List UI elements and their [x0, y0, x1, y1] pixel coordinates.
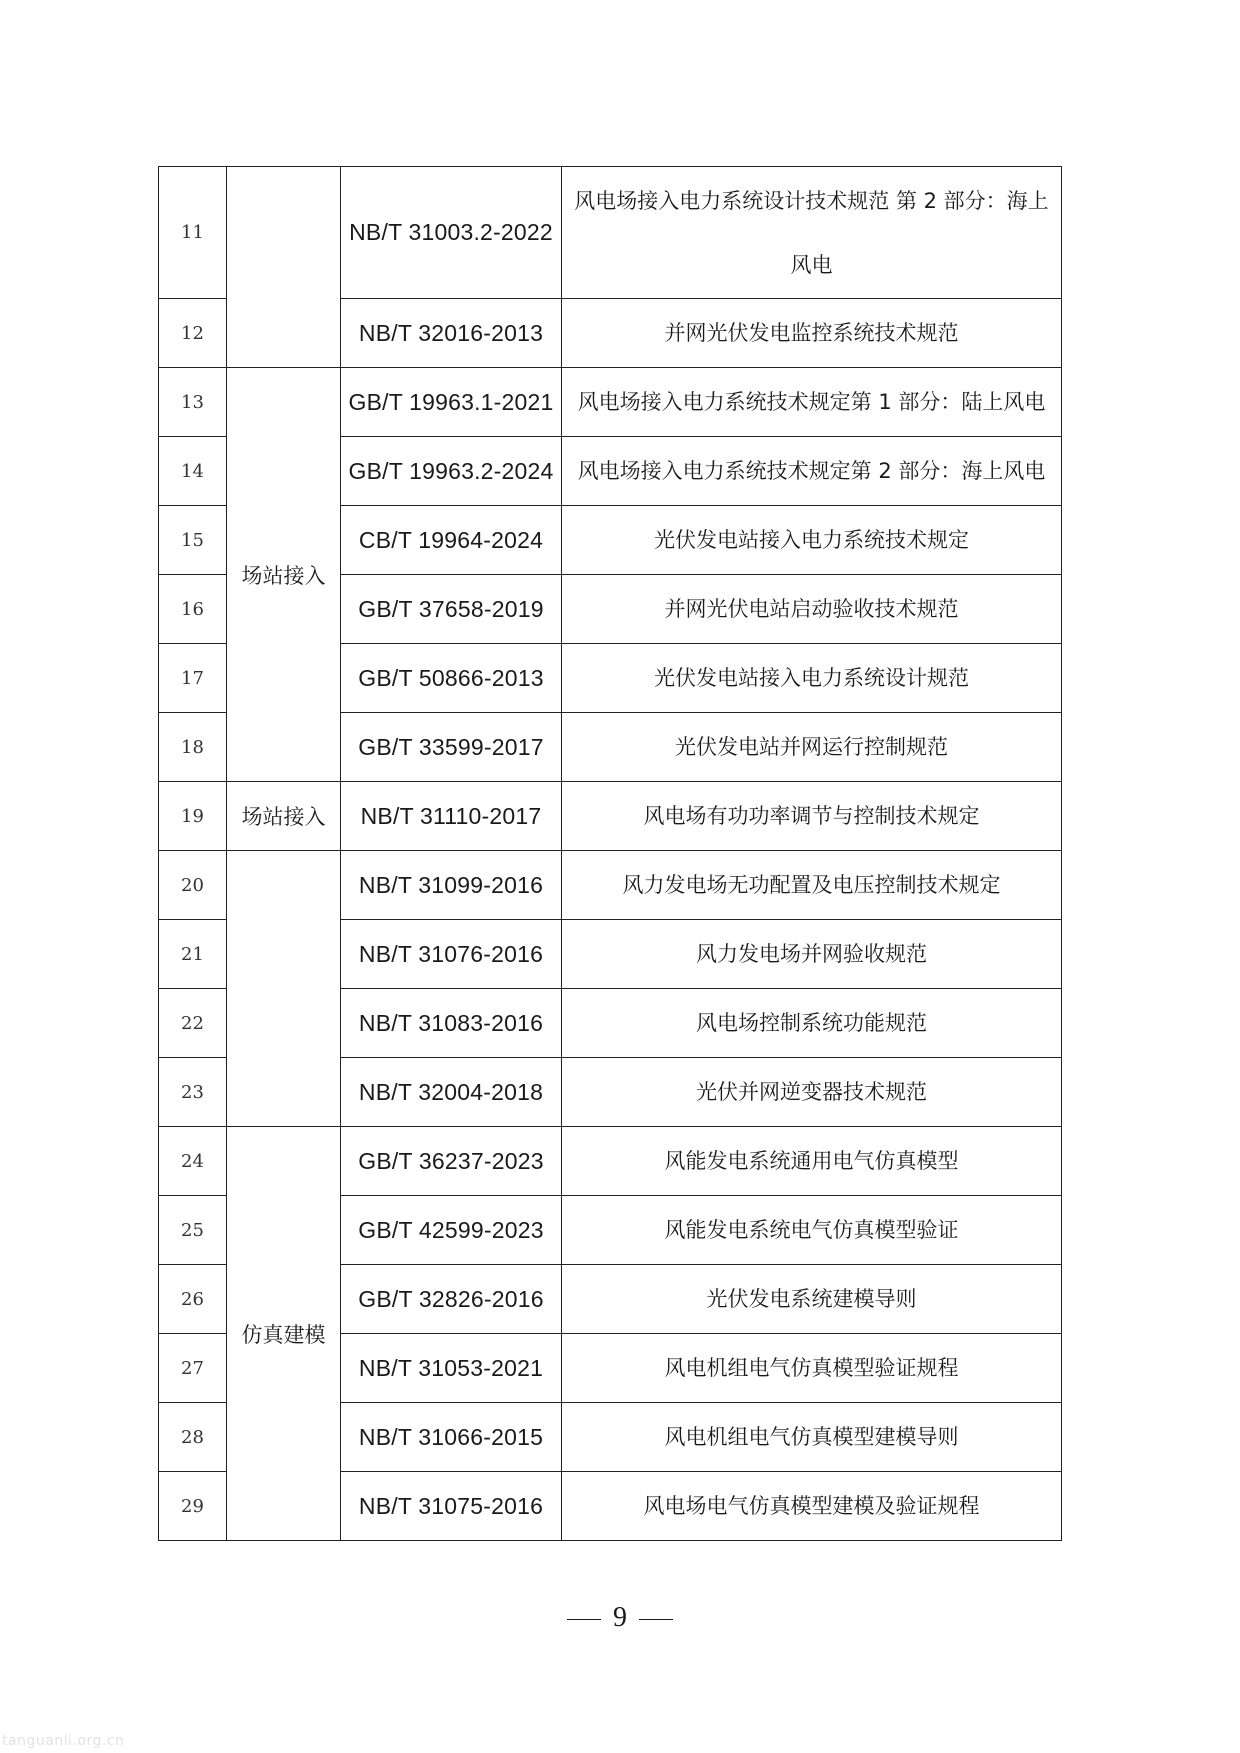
row-number: 20 [159, 851, 227, 920]
category-cell: 场站接入 [227, 782, 341, 851]
category-cell [227, 851, 341, 1127]
category-cell: 仿真建模 [227, 1127, 341, 1541]
standard-title: 并网光伏电站启动验收技术规范 [562, 575, 1062, 644]
standard-code: GB/T 19963.1-2021 [341, 368, 562, 437]
row-number: 17 [159, 644, 227, 713]
standard-code: GB/T 33599-2017 [341, 713, 562, 782]
standard-code: NB/T 31053-2021 [341, 1334, 562, 1403]
standard-title: 风电场电气仿真模型建模及验证规程 [562, 1472, 1062, 1541]
row-number: 28 [159, 1403, 227, 1472]
standard-code: NB/T 31076-2016 [341, 920, 562, 989]
row-number: 26 [159, 1265, 227, 1334]
standard-title: 风电场接入电力系统技术规定第 1 部分：陆上风电 [562, 368, 1062, 437]
standard-title: 风电场控制系统功能规范 [562, 989, 1062, 1058]
standard-code: NB/T 32004-2018 [341, 1058, 562, 1127]
category-cell [227, 167, 341, 368]
table-row [159, 1127, 1062, 1196]
page-number [0, 1602, 1240, 1634]
dash-right [639, 1619, 673, 1621]
standard-code: GB/T 42599-2023 [341, 1196, 562, 1265]
standard-code: NB/T 32016-2013 [341, 299, 562, 368]
row-number: 27 [159, 1334, 227, 1403]
standard-code: GB/T 37658-2019 [341, 575, 562, 644]
table-row [159, 368, 1062, 437]
row-number: 24 [159, 1127, 227, 1196]
standard-title: 风电场接入电力系统技术规定第 2 部分：海上风电 [562, 437, 1062, 506]
standard-title: 并网光伏发电监控系统技术规范 [562, 299, 1062, 368]
standard-code: GB/T 36237-2023 [341, 1127, 562, 1196]
dash-left [567, 1619, 601, 1621]
row-number: 12 [159, 299, 227, 368]
table-row [159, 782, 1062, 851]
row-number: 11 [159, 167, 227, 299]
standard-title: 光伏发电站接入电力系统设计规范 [562, 644, 1062, 713]
page-number-value: 9 [613, 1602, 627, 1633]
standard-code: GB/T 50866-2013 [341, 644, 562, 713]
row-number: 19 [159, 782, 227, 851]
standard-title: 光伏发电站接入电力系统技术规定 [562, 506, 1062, 575]
row-number: 25 [159, 1196, 227, 1265]
row-number: 15 [159, 506, 227, 575]
row-number: 18 [159, 713, 227, 782]
row-number: 16 [159, 575, 227, 644]
standard-code: NB/T 31083-2016 [341, 989, 562, 1058]
row-number: 13 [159, 368, 227, 437]
standard-code: GB/T 19963.2-2024 [341, 437, 562, 506]
standard-title: 风电机组电气仿真模型建模导则 [562, 1403, 1062, 1472]
standard-code: NB/T 31003.2-2022 [341, 167, 562, 299]
row-number: 21 [159, 920, 227, 989]
standard-code: GB/T 32826-2016 [341, 1265, 562, 1334]
watermark: tanguanli.org.cn [2, 1733, 125, 1749]
standard-title: 风能发电系统通用电气仿真模型 [562, 1127, 1062, 1196]
table-row [159, 851, 1062, 920]
standard-title: 风力发电场并网验收规范 [562, 920, 1062, 989]
row-number: 23 [159, 1058, 227, 1127]
standard-title: 风电机组电气仿真模型验证规程 [562, 1334, 1062, 1403]
standard-title: 光伏发电系统建模导则 [562, 1265, 1062, 1334]
standards-table [158, 166, 1062, 1541]
standard-title: 风力发电场无功配置及电压控制技术规定 [562, 851, 1062, 920]
standard-code: NB/T 31110-2017 [341, 782, 562, 851]
standard-title: 风电场有功功率调节与控制技术规定 [562, 782, 1062, 851]
row-number: 14 [159, 437, 227, 506]
standard-title: 光伏发电站并网运行控制规范 [562, 713, 1062, 782]
standard-title: 风能发电系统电气仿真模型验证 [562, 1196, 1062, 1265]
row-number: 22 [159, 989, 227, 1058]
standard-title: 风电场接入电力系统设计技术规范 第 2 部分：海上风电 [562, 167, 1062, 299]
standard-code: CB/T 19964-2024 [341, 506, 562, 575]
row-number: 29 [159, 1472, 227, 1541]
standard-code: NB/T 31075-2016 [341, 1472, 562, 1541]
standard-code: NB/T 31066-2015 [341, 1403, 562, 1472]
standard-title: 光伏并网逆变器技术规范 [562, 1058, 1062, 1127]
table-row [159, 167, 1062, 299]
standard-code: NB/T 31099-2016 [341, 851, 562, 920]
category-cell: 场站接入 [227, 368, 341, 782]
